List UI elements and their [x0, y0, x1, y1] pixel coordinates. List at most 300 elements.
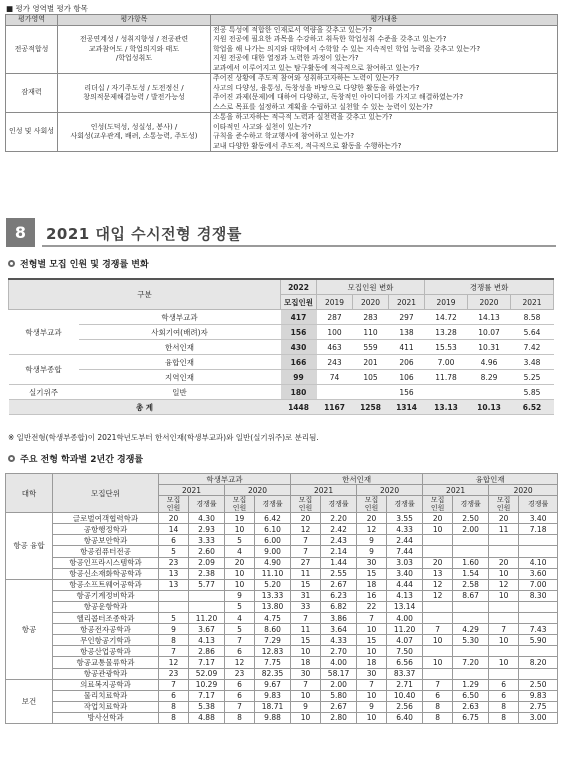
t2-row [6, 579, 558, 590]
t2-quota-header [489, 496, 519, 513]
t2-cell: 30 [291, 668, 321, 679]
t2-row [6, 535, 558, 546]
t2-cell: 6.23 [321, 590, 357, 601]
criteria-content-line: 주어진 상황에 주도적 참여와 성취하고자하는 노력이 있는가? [213, 74, 400, 82]
t1-cell-r2019 [425, 385, 468, 400]
t2-rate-header: 경쟁률 [519, 496, 558, 513]
t1-total-r2021: 6.52 [511, 400, 554, 415]
criteria-item-line: 인성(도덕성, 성실성, 봉사) / [90, 122, 178, 131]
t2-cell: 12 [423, 579, 453, 590]
t2-cell [489, 613, 519, 624]
t2-cell [489, 546, 519, 557]
t2-dept: 방사선학과 [53, 712, 159, 723]
t1-cell-q2021: 411 [389, 340, 425, 355]
t2-cell: 7.29 [255, 635, 291, 646]
t2-dept: 항공운항학과 [53, 601, 159, 612]
t2-cell: 9 [357, 701, 387, 712]
t2-cell: 20 [225, 557, 255, 568]
criteria-content-line: 학업을 해 나가는 의지와 대학에서 수학할 수 있는 지속적인 학업 능력을 갖추고 있는가? [213, 44, 481, 53]
t2-quota-header [291, 496, 321, 513]
t2-row [6, 701, 558, 712]
t2-cell: 10 [225, 568, 255, 579]
criteria-content-line: 스스로 목표를 설정하고 계획을 수립하고 실천할 수 있는 능력이 있는가? [213, 102, 433, 111]
t2-header-group-1: 학생부교과 [159, 474, 291, 485]
t2-dept: 글로벌여객협력학과 [53, 513, 159, 524]
t2-cell: 2.86 [189, 646, 225, 657]
t1-header-rate-change: 경쟁률 변화 [425, 279, 554, 295]
t2-cell: 1.54 [453, 568, 489, 579]
t2-cell: 11.20 [189, 613, 225, 624]
t2-row [6, 668, 558, 679]
t2-cell: 2.60 [189, 546, 225, 557]
criteria-area: 전공적합성 [6, 25, 58, 74]
t2-quota-header [423, 496, 453, 513]
t1-cell-q2019: 287 [317, 310, 353, 325]
t2-header-row-1 [6, 474, 558, 485]
criteria-item-line: 창의적문제해결능력 / 발전가능성 [83, 93, 185, 101]
criteria-item-line: 사회성(교우관계, 배려, 소통능력, 주도성) [70, 132, 198, 140]
t1-cell-q2019: 100 [317, 325, 353, 340]
t2-row [6, 557, 558, 568]
t2-cell: 12 [357, 524, 387, 535]
t2-cell [489, 535, 519, 546]
criteria-area: 인성 및 사회성 [6, 113, 58, 152]
t2-row [6, 613, 558, 624]
t2-cell: 2.67 [321, 701, 357, 712]
t2-cell: 8.67 [453, 590, 489, 601]
t2-rate-header: 경쟁률 [189, 496, 225, 513]
t2-cell: 2.75 [519, 701, 558, 712]
t1-cell-r2019: 13.28 [425, 325, 468, 340]
t2-cell: 10.40 [387, 690, 423, 701]
t1-cell-r2021: 5.64 [511, 325, 554, 340]
t2-quota-header [225, 496, 255, 513]
t2-cell: 30 [357, 668, 387, 679]
t1-total-r2020: 10.13 [468, 400, 511, 415]
t2-year-2020: 2020 [357, 485, 423, 496]
t2-cell: 13 [423, 568, 453, 579]
criteria-content-line: 소통을 하고자하는 적극적 노력과 실천력을 갖추고 있는가? [213, 113, 393, 121]
t1-total-q2019: 1167 [317, 400, 353, 415]
t2-cell: 31 [291, 590, 321, 601]
t2-cell: 82.35 [255, 668, 291, 679]
t2-row [6, 646, 558, 657]
header-content: 평가내용 [211, 15, 558, 26]
t2-univ: 항공 [6, 579, 53, 679]
t1-cell-q2020: 559 [353, 340, 389, 355]
t1-type: 지역인재 [79, 370, 281, 385]
t2-row [6, 679, 558, 690]
t2-cell: 58.17 [321, 668, 357, 679]
t1-total-q2021: 1314 [389, 400, 425, 415]
t2-quota-line-2: 인원 [496, 504, 511, 513]
t2-cell: 4.33 [321, 635, 357, 646]
criteria-table [5, 14, 558, 152]
t2-quota-line-1: 모집 [298, 496, 313, 505]
t2-dept: 항공기계정비학과 [53, 590, 159, 601]
t2-cell: 19 [225, 513, 255, 524]
t2-cell: 1.29 [453, 679, 489, 690]
t1-cell-r2021: 5.85 [511, 385, 554, 400]
t1-type: 일반 [79, 385, 281, 400]
t2-cell: 4.10 [519, 557, 558, 568]
criteria-item-line: /학업성취도 [115, 54, 153, 62]
t2-cell: 6.10 [255, 524, 291, 535]
t2-row [6, 712, 558, 723]
t1-cell-q2021: 206 [389, 355, 425, 370]
t1-cell-r2019: 11.78 [425, 370, 468, 385]
t2-dept: 항공전자공학과 [53, 624, 159, 635]
t2-cell: 4.13 [387, 590, 423, 601]
t2-row [6, 590, 558, 601]
t2-cell: 20 [423, 557, 453, 568]
t2-header-univ: 대학 [6, 474, 53, 513]
t2-cell [453, 546, 489, 557]
t1-type: 융합인재 [79, 355, 281, 370]
t2-rate-header: 경쟁률 [255, 496, 291, 513]
t2-year-2021: 2021 [159, 485, 225, 496]
t2-cell: 7.44 [387, 546, 423, 557]
t2-cell: 6.40 [387, 712, 423, 723]
t2-cell: 2.09 [189, 557, 225, 568]
criteria-area: 잠재력 [6, 74, 58, 113]
t2-cell [453, 668, 489, 679]
t2-cell: 4.44 [387, 579, 423, 590]
t2-rate-header: 경쟁률 [453, 496, 489, 513]
t1-header-r2021: 2021 [511, 295, 554, 310]
t2-cell: 3.33 [189, 535, 225, 546]
criteria-content-line: 이타적인 사고와 실천이 있는가? [213, 122, 312, 131]
criteria-item-line: 교과참여도 / 학업의지와 태도 [88, 44, 180, 53]
t2-row [6, 601, 558, 612]
t2-quota-line-1: 모집 [232, 496, 247, 505]
t2-cell: 8 [159, 701, 189, 712]
t2-cell: 8 [489, 712, 519, 723]
t2-cell: 8.60 [255, 624, 291, 635]
t2-cell: 7.17 [189, 657, 225, 668]
t2-cell: 5 [225, 601, 255, 612]
t2-cell: 7 [159, 646, 189, 657]
t2-row [6, 624, 558, 635]
t2-univ: 보건 [6, 679, 53, 723]
t2-cell [423, 613, 453, 624]
criteria-content [211, 113, 558, 152]
t2-cell: 5.30 [453, 635, 489, 646]
t2-cell: 10 [357, 712, 387, 723]
t2-cell: 2.67 [321, 579, 357, 590]
t2-cell: 18 [357, 579, 387, 590]
criteria-item-line: 전공연계성 / 성취지향성 / 전공관련 [79, 35, 189, 43]
t2-cell: 1.44 [321, 557, 357, 568]
t2-cell: 6 [423, 690, 453, 701]
t2-cell: 12 [291, 524, 321, 535]
t2-cell: 3.55 [387, 513, 423, 524]
t2-cell: 7 [423, 624, 453, 635]
t2-cell: 4.13 [189, 635, 225, 646]
t2-quota-line-2: 인원 [166, 504, 181, 513]
t2-cell: 9.88 [255, 712, 291, 723]
t1-cell-q2020 [353, 385, 389, 400]
criteria-header-row [6, 15, 558, 26]
t2-cell: 7 [291, 679, 321, 690]
t2-cell: 5.20 [255, 579, 291, 590]
t1-cell-r2019: 7.00 [425, 355, 468, 370]
t2-cell [489, 601, 519, 612]
criteria-row [6, 74, 558, 113]
t2-row [6, 546, 558, 557]
t1-cell-q2021: 106 [389, 370, 425, 385]
t2-quota-line-1: 모집 [364, 496, 379, 505]
t2-cell: 2.38 [189, 568, 225, 579]
t2-cell: 4.33 [387, 524, 423, 535]
t2-dept: 작업치료학과 [53, 701, 159, 712]
t2-cell: 8 [225, 712, 255, 723]
t1-row [9, 355, 554, 370]
t2-cell: 5.90 [519, 635, 558, 646]
t1-row [9, 385, 554, 400]
t1-row [9, 310, 554, 325]
criteria-content-line: 전공 특성에 적합한 인재로서 역량을 갖추고 있는가? [213, 25, 373, 34]
t2-quota-line-2: 인원 [232, 504, 247, 513]
t2-cell: 8.30 [519, 590, 558, 601]
t2-quota-line-2: 인원 [430, 504, 445, 513]
t2-cell: 52.09 [189, 668, 225, 679]
t1-type: 한서인재 [79, 340, 281, 355]
t2-quota-line-2: 인원 [364, 504, 379, 513]
t2-row [6, 635, 558, 646]
t1-quota-2022: 156 [281, 325, 317, 340]
t2-cell: 7 [357, 613, 387, 624]
t2-cell: 7 [225, 635, 255, 646]
t2-cell: 8 [423, 701, 453, 712]
t2-dept: 무인항공기학과 [53, 635, 159, 646]
t2-cell: 7 [489, 624, 519, 635]
t2-cell: 9 [291, 701, 321, 712]
t2-cell: 5 [159, 613, 189, 624]
t1-cell-q2019: 74 [317, 370, 353, 385]
t2-dept: 항공보안학과 [53, 535, 159, 546]
t2-cell: 2.58 [453, 579, 489, 590]
t2-cell: 6 [489, 679, 519, 690]
t1-header-quota: 모집인원 [281, 295, 317, 310]
t2-cell: 20 [291, 513, 321, 524]
t2-cell: 11.20 [387, 624, 423, 635]
t1-cell-q2020: 105 [353, 370, 389, 385]
t1-category: 학생부종합 [9, 355, 79, 385]
t2-cell: 20 [489, 513, 519, 524]
t2-cell: 10 [291, 712, 321, 723]
t2-rate-header: 경쟁률 [321, 496, 357, 513]
t2-cell [519, 535, 558, 546]
t2-cell: 4.30 [189, 513, 225, 524]
t2-cell: 13 [159, 568, 189, 579]
t2-cell: 15 [291, 635, 321, 646]
t2-cell: 7.00 [519, 579, 558, 590]
t2-cell: 10 [423, 657, 453, 668]
subhead-dept [8, 452, 143, 465]
t2-cell [453, 646, 489, 657]
t2-cell: 20 [489, 557, 519, 568]
t2-dept: 항공컴퓨터전공 [53, 546, 159, 557]
t2-cell: 4.88 [189, 712, 225, 723]
t2-cell: 4.00 [321, 657, 357, 668]
t1-header-y2020: 2020 [353, 295, 389, 310]
t2-cell: 13.80 [255, 601, 291, 612]
t2-quota-line-1: 모집 [496, 496, 511, 505]
t2-cell: 15 [357, 635, 387, 646]
t2-cell: 6 [159, 535, 189, 546]
t2-cell: 12 [159, 657, 189, 668]
t2-cell: 7 [291, 546, 321, 557]
t2-cell: 5 [225, 624, 255, 635]
t2-cell: 10 [357, 690, 387, 701]
t2-cell: 14 [159, 524, 189, 535]
t2-cell [453, 535, 489, 546]
t1-total-r2019: 13.13 [425, 400, 468, 415]
t2-cell: 10 [225, 524, 255, 535]
t2-cell [519, 646, 558, 657]
t1-quota-2022: 180 [281, 385, 317, 400]
criteria-row [6, 25, 558, 74]
t2-cell: 20 [159, 513, 189, 524]
subhead-dept-text: 주요 전형 학과별 2년간 경쟁률 [20, 455, 144, 465]
t2-cell: 5 [225, 535, 255, 546]
t2-cell [423, 601, 453, 612]
t1-cell-q2019: 463 [317, 340, 353, 355]
t2-cell [519, 601, 558, 612]
t2-cell: 6.50 [453, 690, 489, 701]
t2-cell: 9.83 [255, 690, 291, 701]
circle-bullet-icon [8, 260, 15, 267]
t2-cell: 10 [291, 690, 321, 701]
criteria-content-line: 교과에서 이루어지고 있는 탐구활동에 적극적으로 참여하고 있는가? [213, 63, 420, 72]
t1-cell-q2021: 297 [389, 310, 425, 325]
t2-header-unit: 모집단위 [53, 474, 159, 513]
t2-cell: 3.40 [387, 568, 423, 579]
t2-cell: 2.00 [453, 524, 489, 535]
t1-cell-q2020: 110 [353, 325, 389, 340]
t1-cell-r2020 [468, 385, 511, 400]
t2-cell [453, 613, 489, 624]
t2-cell: 3.64 [321, 624, 357, 635]
t2-cell: 9 [357, 535, 387, 546]
t2-cell: 7 [225, 701, 255, 712]
t1-cell-r2021: 8.58 [511, 310, 554, 325]
t1-cell-r2021: 7.42 [511, 340, 554, 355]
t2-cell: 3.67 [189, 624, 225, 635]
criteria-content-line: 규칙을 준수하고 학교행사에 참여하고 있는가? [213, 132, 355, 140]
t2-cell: 4.00 [387, 613, 423, 624]
section-title: 2021 대입 수시전형 경쟁률 [46, 225, 242, 243]
t2-cell [489, 646, 519, 657]
t2-cell: 16 [357, 590, 387, 601]
t2-cell: 20 [357, 513, 387, 524]
t2-dept: 헬리콥터조종학과 [53, 613, 159, 624]
t1-header-r2020: 2020 [468, 295, 511, 310]
t2-dept: 항공산업공학과 [53, 646, 159, 657]
t1-cell-q2020: 201 [353, 355, 389, 370]
t2-header-group-3: 융합인재 [423, 474, 558, 485]
t2-quota-header [159, 496, 189, 513]
t1-cell-q2019 [317, 385, 353, 400]
t2-cell: 6 [225, 690, 255, 701]
t2-cell: 7.43 [519, 624, 558, 635]
t1-cell-r2021: 3.48 [511, 355, 554, 370]
t2-cell: 10 [489, 590, 519, 601]
criteria-content-line: 주어진 과제(문제)에 대하여 다양하고, 독창적인 아이디어를 가지고 해결하였는가? [213, 93, 464, 101]
t2-cell: 2.56 [387, 701, 423, 712]
t2-dept: 공항행정학과 [53, 524, 159, 535]
t2-cell: 10 [423, 635, 453, 646]
t2-year-2020: 2020 [489, 485, 558, 496]
t2-cell [423, 535, 453, 546]
t2-row [6, 524, 558, 535]
t2-row [6, 568, 558, 579]
t2-cell: 7 [357, 679, 387, 690]
t2-cell [189, 601, 225, 612]
t2-cell: 7.17 [189, 690, 225, 701]
t2-cell: 9 [225, 590, 255, 601]
t2-cell: 3.60 [519, 568, 558, 579]
t1-quota-2022: 99 [281, 370, 317, 385]
t2-cell: 2.50 [453, 513, 489, 524]
t2-cell: 5.38 [189, 701, 225, 712]
t2-cell: 9 [357, 546, 387, 557]
criteria-items [58, 74, 211, 113]
t2-cell: 10 [489, 568, 519, 579]
subhead-quota [8, 257, 149, 270]
t2-cell: 11.10 [255, 568, 291, 579]
t2-cell [159, 601, 189, 612]
criteria-items [58, 113, 211, 152]
t2-cell: 11 [291, 568, 321, 579]
t2-cell: 2.80 [321, 712, 357, 723]
t2-cell: 4.90 [255, 557, 291, 568]
t2-cell: 2.00 [321, 679, 357, 690]
t1-cell-r2020: 4.96 [468, 355, 511, 370]
t2-cell: 6.82 [321, 601, 357, 612]
t2-cell: 1.60 [453, 557, 489, 568]
t1-header-gubun: 구분 [9, 279, 281, 310]
t2-cell: 6.42 [255, 513, 291, 524]
t2-cell: 10 [357, 624, 387, 635]
t2-cell: 8 [423, 712, 453, 723]
banner-underline [42, 245, 556, 247]
t2-dept: 항공교통물류학과 [53, 657, 159, 668]
t2-cell [423, 646, 453, 657]
quota-rate-table [8, 278, 554, 415]
t2-cell: 5.80 [321, 690, 357, 701]
t1-type: 사회기여(배려)자 [79, 325, 281, 340]
t2-cell: 6 [225, 646, 255, 657]
t2-dept: 항공소프트웨어공학과 [53, 579, 159, 590]
t2-cell: 2.63 [453, 701, 489, 712]
t2-cell: 4 [225, 546, 255, 557]
t2-cell: 15 [357, 568, 387, 579]
criteria-content-line: 지원 전공에 대한 열정과 노력한 과정이 있는가? [213, 54, 359, 62]
t2-cell: 9.67 [255, 679, 291, 690]
t1-cell-r2019: 14.72 [425, 310, 468, 325]
t2-cell: 2.93 [189, 524, 225, 535]
footnote: ※ 일반전형(학생부종합)이 2021학년도부터 한서인재(학생부교과)와 일반(실기위주)로 분리됨. [8, 433, 319, 442]
t2-cell: 22 [357, 601, 387, 612]
t2-cell: 10 [291, 646, 321, 657]
t2-cell: 7 [159, 679, 189, 690]
t1-total-row [9, 400, 554, 415]
t2-dept: 항공관광학과 [53, 668, 159, 679]
t2-cell: 2.55 [321, 568, 357, 579]
t2-cell: 7.75 [255, 657, 291, 668]
